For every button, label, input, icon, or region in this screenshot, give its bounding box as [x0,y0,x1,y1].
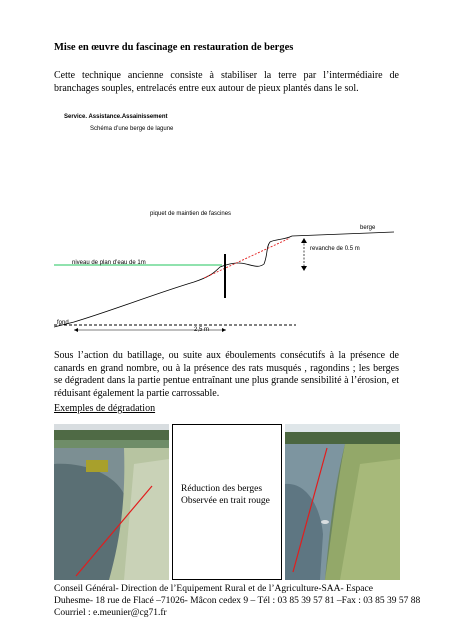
bank-label: berge [360,225,376,231]
distance-label: 2,5 m [194,327,210,333]
footer-line-3: Courriel : e.meunier@cg71.fr [54,608,167,618]
distance-arrow-head-right [222,328,226,332]
service-label: Service. Assistance.Assainissement [64,114,168,120]
degradation-photo-1 [54,424,169,580]
diagram-drawing [54,114,404,344]
body-paragraph: Sous l’action du batillage, ou suite aux éboulements consécutifs à la présence de canards en grand nombre, ou à la présence des rats musqués , ragondins ; les berges se dégradent dans la partie pentue entraînant une plus grande sensibilité à l’érosion, et réduisant également la partie carrossable. [54,350,399,399]
caption-line-1: Réduction des berges [181,484,263,494]
stake-label: piquet de maintien de fascines [150,211,232,217]
footer-line-1: Conseil Général- Direction de l’Equipement Rural et de l’Agriculture-SAA- Espace [54,584,373,594]
bottom-label: fond [57,320,69,326]
freeboard-arrow-head-bottom [301,266,307,271]
distance-arrow-head-left [74,328,78,332]
degradation-photo-2 [285,424,400,580]
footer-line-2: Duhesme- 18 rue de Flacé –71026- Mâcon cedex 9 – Tél : 03 85 39 57 81 –Fax : 03 85 39 57 88 [54,596,421,606]
caption-line-2: Observée en trait rouge [181,496,270,506]
water-level-label: niveau de plan d’eau de 1m [72,260,146,266]
intro-paragraph: Cette technique ancienne consiste à stabiliser la terre par l’intermédiaire de branchages souples, entrelacés entre eux autour de pieux plantés dans le sol. [54,70,399,94]
section-title: Exemples de dégradation [54,403,156,414]
freeboard-label: revanche de 0.5 m [310,246,360,252]
caption-box [172,424,282,580]
bank-cross-section-diagram [54,114,404,344]
fascine-reference-line [204,238,290,278]
schema-title: Schéma d’une berge de lagune [90,126,174,132]
freeboard-arrow-head-top [301,238,307,243]
document-title: Mise en œuvre du fascinage en restauration de berges [54,42,294,53]
